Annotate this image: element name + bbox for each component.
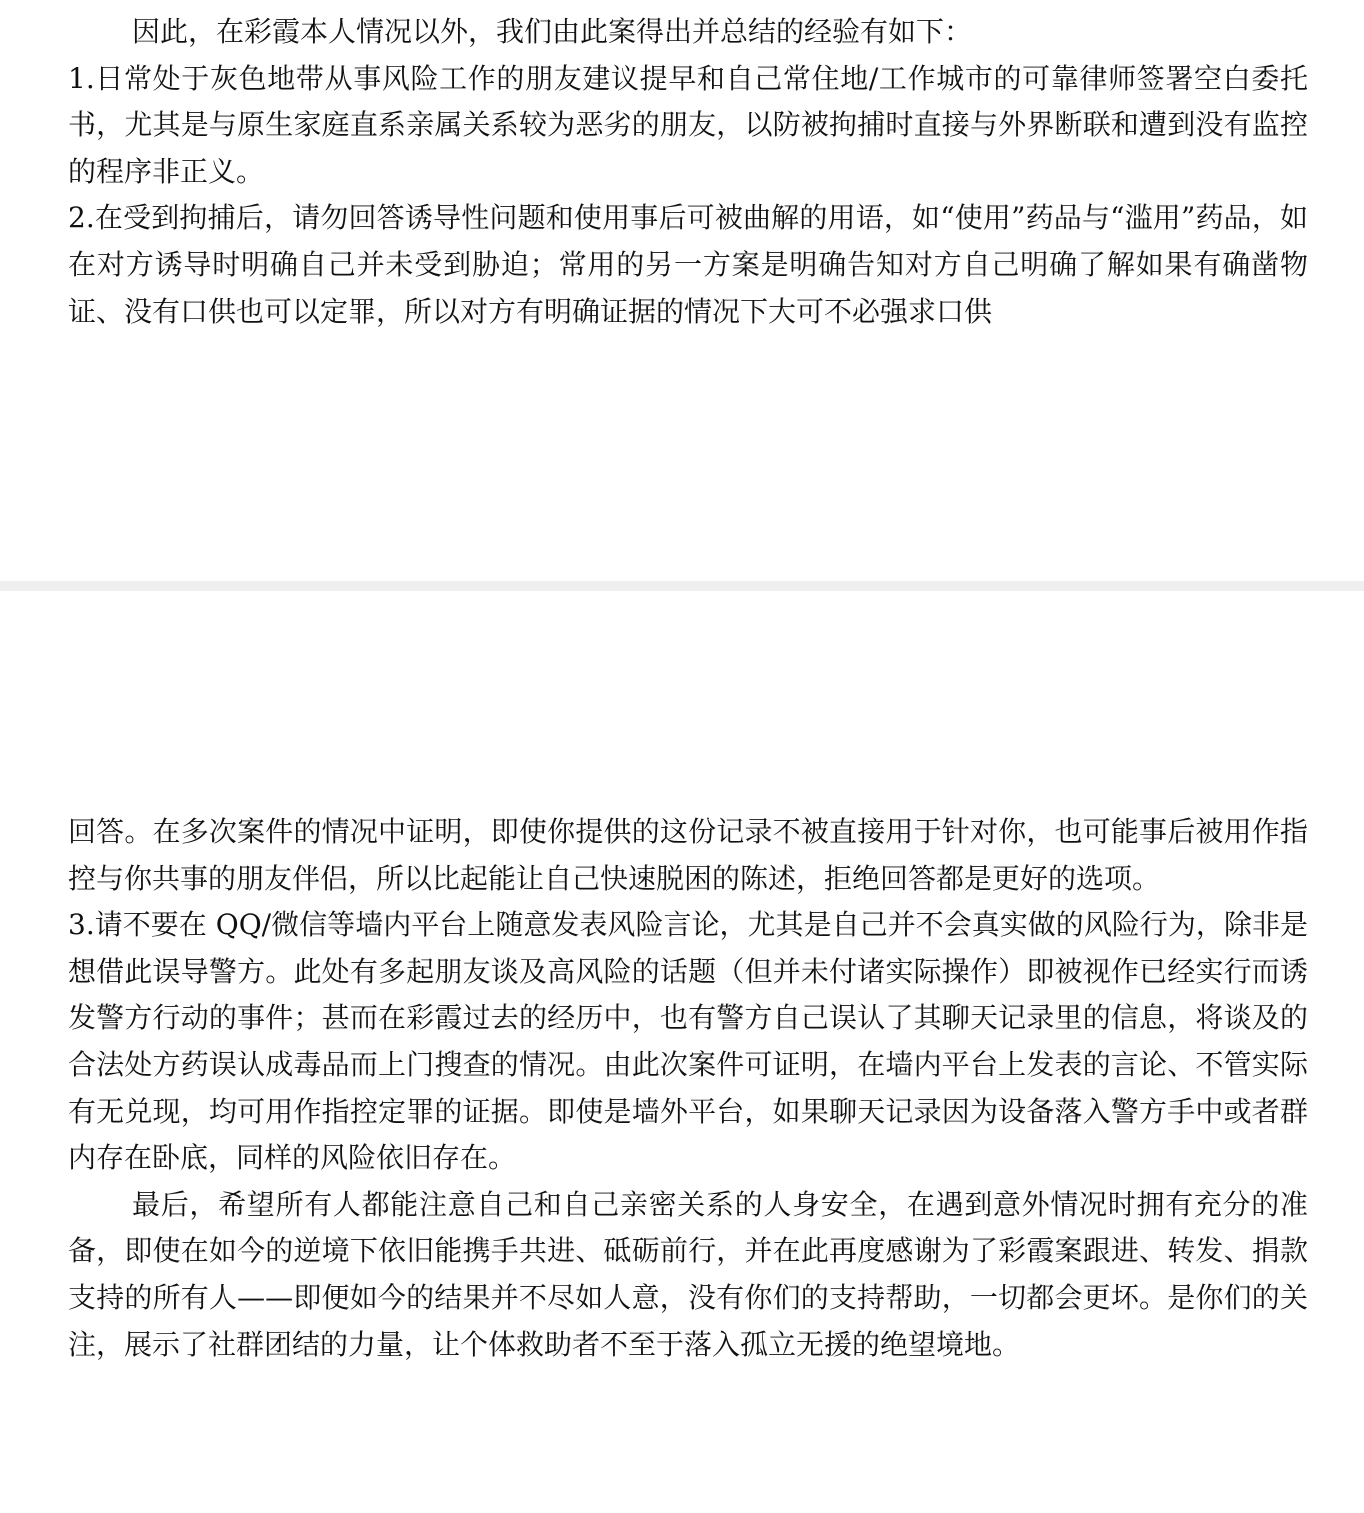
advice-1-paragraph: 1.日常处于灰色地带从事风险工作的朋友建议提早和自己常住地/工作城市的可靠律师签署空白委托书，尤其是与原生家庭直系亲属关系较为恶劣的朋友，以防被拘捕时直接与外界断联和遭到没有监控的程序非正义。 [68,61,1308,188]
closing-paragraph: 最后，希望所有人都能注意自己和自己亲密关系的人身安全，在遇到意外情况时拥有充分的准备，即使在如今的逆境下依旧能携手共进、砥砺前行，并在此再度感谢为了彩霞案跟进、转发、捐款支持的所有人——即便如今的结果并不尽如人意，没有你们的支持帮助，一切都会更坏。是你们的关注，展示了社群团结的力量，让个体救助者不至于落入孤立无援的绝望境地。 [68,1187,1308,1361]
page-separator [0,581,1364,591]
intro-paragraph: 因此，在彩霞本人情况以外，我们由此案得出并总结的经验有如下： [132,15,973,48]
document-page-1 [0,0,1364,581]
advice-3-paragraph: 3.请不要在 QQ/微信等墙内平台上随意发表风险言论，尤其是自己并不会真实做的风险行为，除非是想借此误导警方。此处有多起朋友谈及高风险的话题（但并未付诸实际操作）即被视作已经实行而诱发警方行动的事件；甚而在彩霞过去的经历中，也有警方自己误认了其聊天记录里的信息，将谈及的合法处方药误认成毒品而上门搜查的情况。由此次案件可证明，在墙内平台上发表的言论、不管实际有无兑现，均可用作指控定罪的证据。即使是墙外平台，如果聊天记录因为设备落入警方手中或者群内存在卧底，同样的风险依旧存在。 [68,908,1308,1175]
advice-2-paragraph: 2.在受到拘捕后，请勿回答诱导性问题和使用事后可被曲解的用语，如“使用”药品与“滥用”药品，如在对方诱导时明确自己并未受到胁迫；常用的另一方案是明确告知对方自己明确了解如果有确凿物证、没有口供也可以定罪，所以对方有明确证据的情况下大可不必强求口供 [68,201,1308,328]
advice-2-continuation-paragraph: 回答。在多次案件的情况中证明，即使你提供的这份记录不被直接用于针对你，也可能事后被用作指控与你共事的朋友伴侣，所以比起能让自己快速脱困的陈述，拒绝回答都是更好的选项。 [68,815,1308,895]
document-page-2 [0,591,1364,1513]
page-2-body [68,809,1308,1368]
page-1-body [68,9,1308,335]
